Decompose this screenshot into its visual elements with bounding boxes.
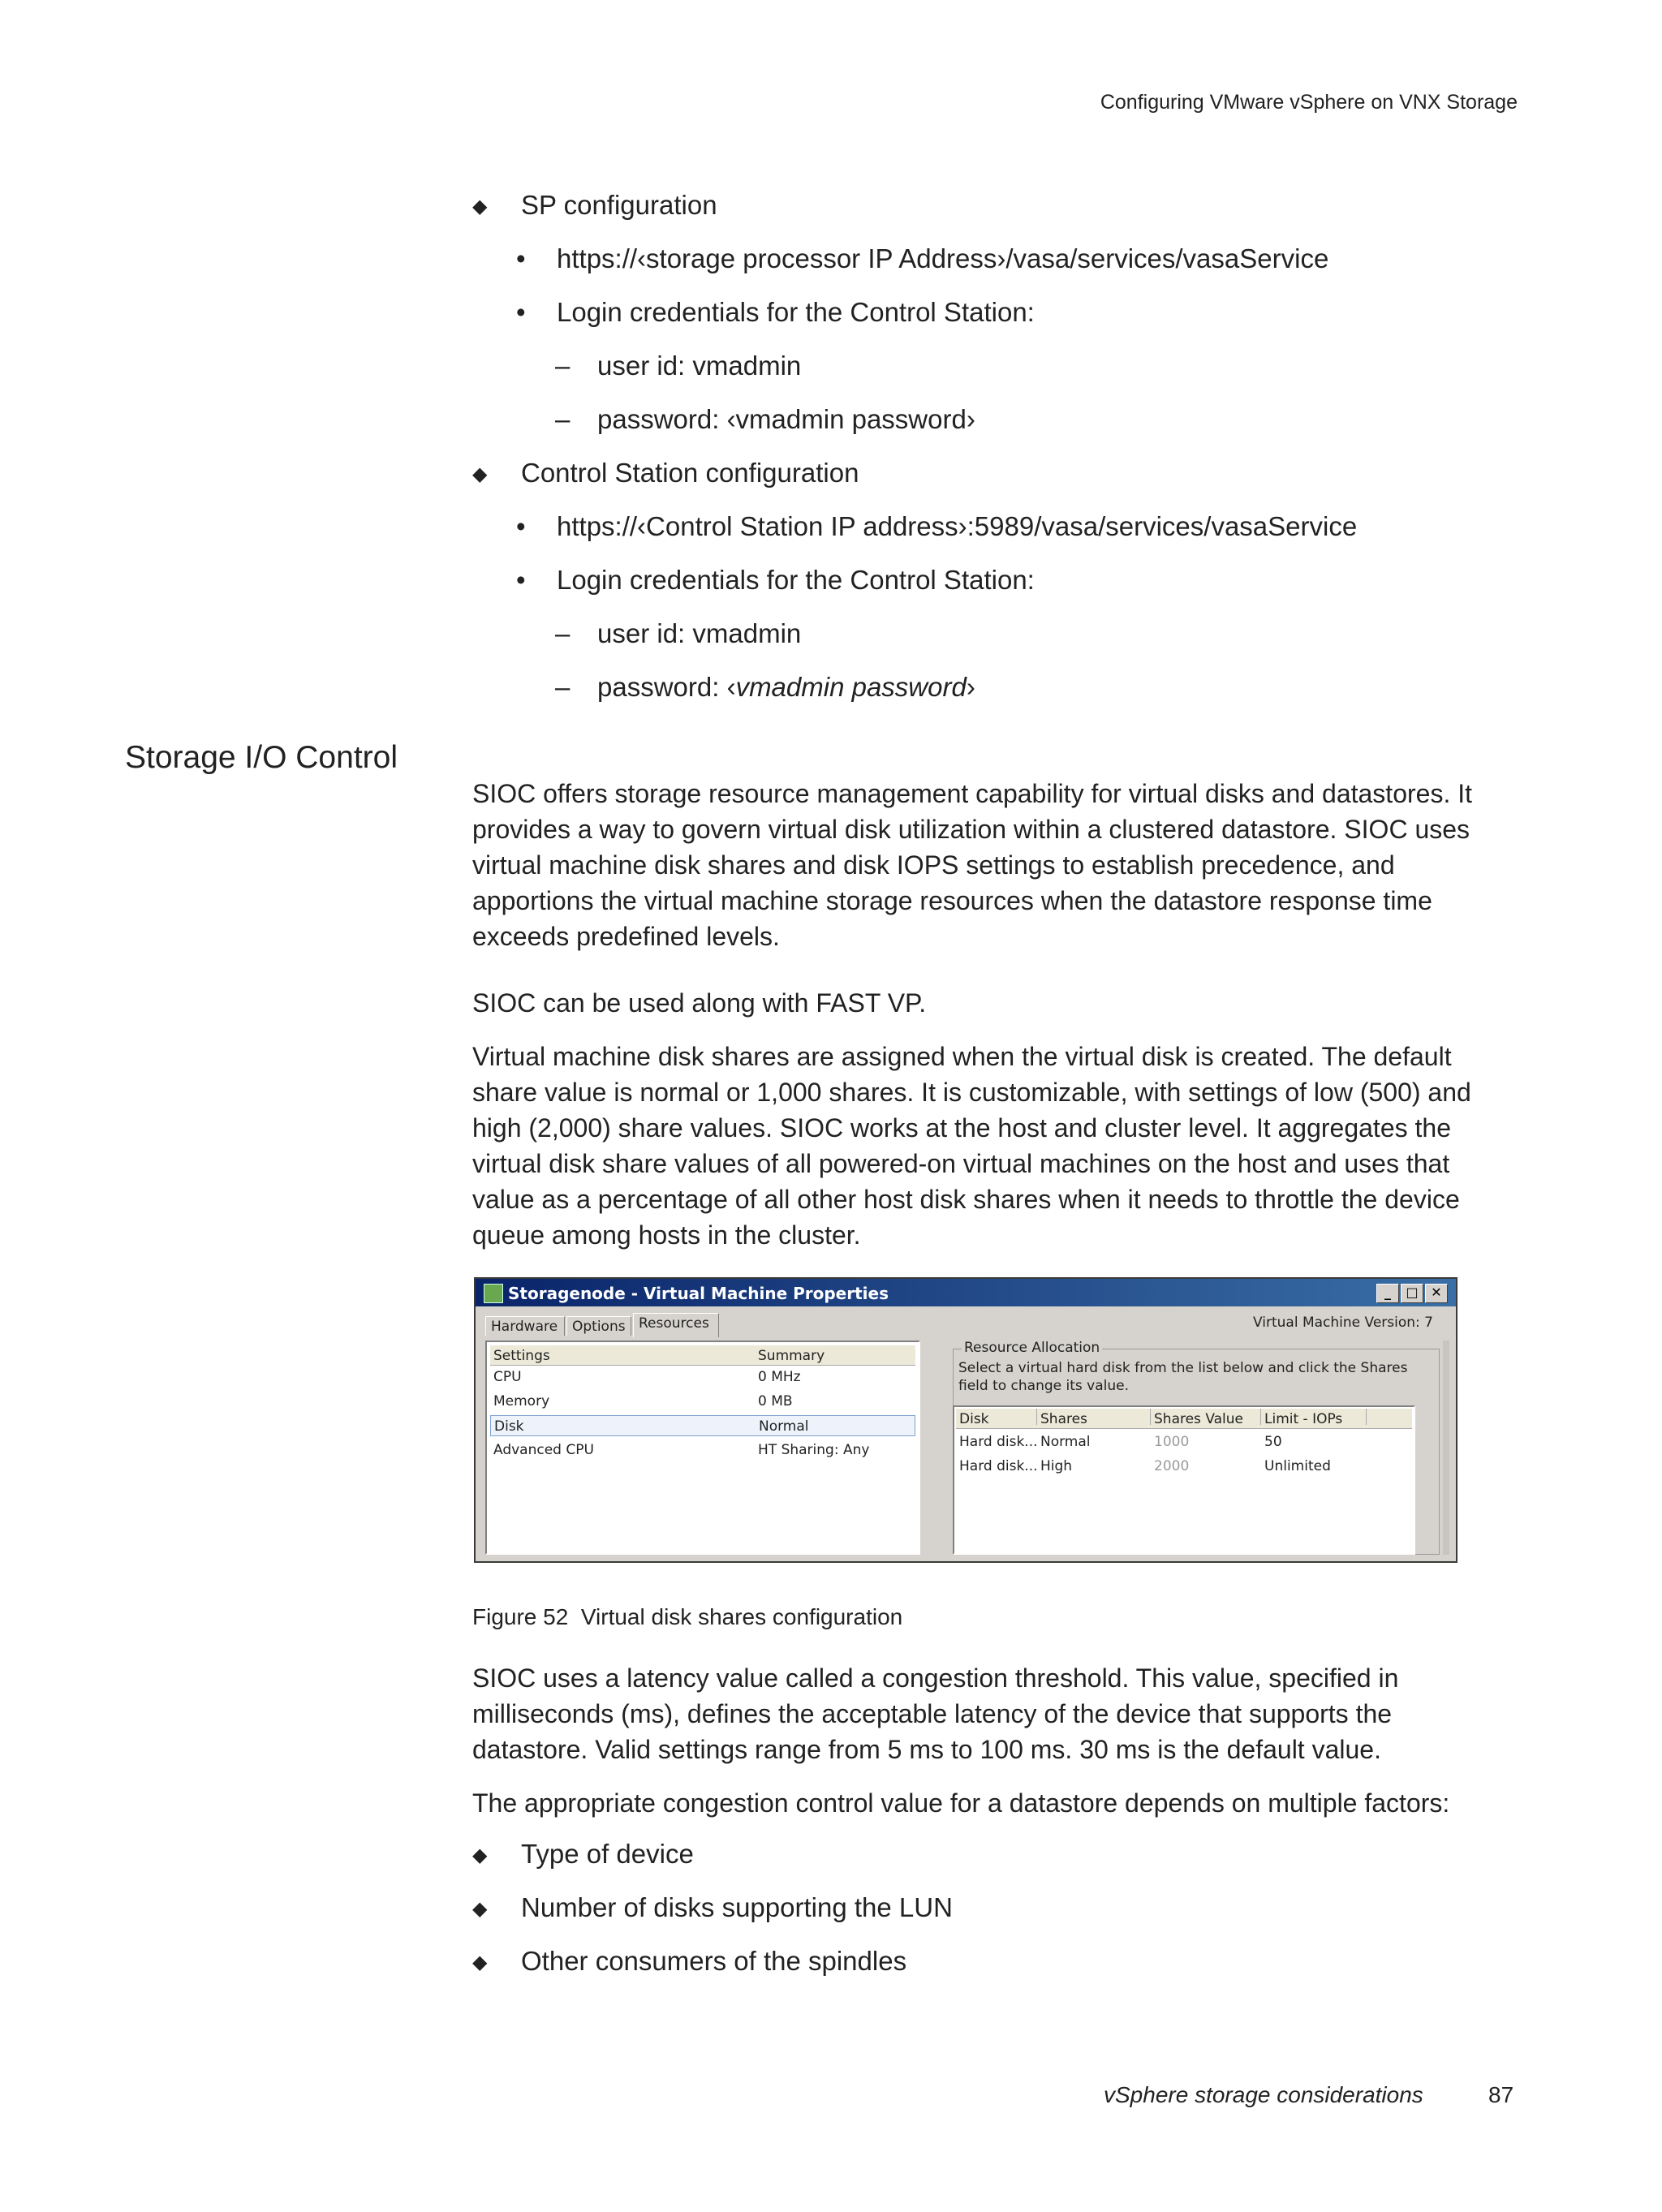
settings-row-summary: 0 MB [758,1393,793,1409]
section-title: Storage I/O Control [125,740,398,775]
sp-login-label: Login credentials for the Control Station: [557,297,1035,327]
factor-text: Number of disks supporting the LUN [521,1892,953,1922]
table-row[interactable] [956,1456,1412,1477]
column-header-summary[interactable]: Summary [758,1348,825,1364]
figure-caption-text: Virtual disk shares configuration [580,1604,903,1629]
vm-version: Virtual Machine Version: 7 [1253,1315,1433,1331]
settings-list [485,1341,920,1555]
page-number: 87 [1488,2082,1514,2107]
dash-bullet-icon: – [555,618,571,648]
minimize-icon[interactable]: _ [1376,1284,1399,1303]
group-description: Select a virtual hard disk from the list below and click the Shares field to change its value. [958,1360,1408,1394]
paragraph-congestion-threshold: SIOC uses a latency value called a congestion threshold. This value, specified in milliseconds (ms), defines the acceptable latency of the device that supports the datastore. Valid settings range from 5 ms to 100 ms. 30 ms is the default value. [472,1663,1399,1764]
sp-user: user id: vmadmin [597,351,802,381]
cs-password: password: ‹vmadmin password› [597,672,975,702]
column-header-disk[interactable]: Disk [956,1409,1037,1425]
paragraph-disk-shares: Virtual machine disk shares are assigned when the virtual disk is created. The default share value is normal or 1,000 shares. It is customizable, with settings of low (500) and high (2,000) share values. SIOC works at the host and cluster level. It aggregates the virtual disk share values of all powered-on virtual machines on the host and uses that value as a percentage of all other host disk shares when it needs to throttle the device queue among hosts in the cluster. [472,1042,1471,1250]
disk-cell: Hard disk... [959,1458,1038,1474]
sp-password: password: ‹vmadmin password› [597,404,975,434]
maximize-icon[interactable]: □ [1401,1284,1423,1303]
dash-bullet-icon: – [555,672,571,702]
table-row[interactable] [956,1431,1412,1452]
sp-config-label: SP configuration [521,190,717,220]
column-header-limit-iops[interactable]: Limit - IOPs [1261,1409,1367,1425]
cs-user: user id: vmadmin [597,618,802,648]
settings-row-advanced-cpu[interactable] [490,1440,915,1461]
diamond-bullet-icon: ◆ [472,1952,488,1973]
bullet-icon: • [516,511,526,541]
column-header-shares-value[interactable]: Shares Value [1151,1409,1261,1425]
settings-row-label: Advanced CPU [493,1442,594,1458]
disk-cell: Hard disk... [959,1434,1038,1450]
diamond-bullet-icon: ◆ [472,1844,488,1866]
close-icon[interactable]: ✕ [1425,1284,1448,1303]
sp-url: https://‹storage processor IP Address›/vasa/services/vasaService [557,243,1329,273]
settings-row-memory[interactable] [490,1391,915,1412]
factor-text: Other consumers of the spindles [521,1946,907,1976]
diamond-bullet-icon: ◆ [472,196,488,217]
disk-shares-table [953,1405,1415,1555]
factor-text: Type of device [521,1839,694,1869]
paragraph-factors-intro: The appropriate congestion control value for a datastore depends on multiple factors: [472,1788,1450,1818]
tab-hardware[interactable]: Hardware [485,1316,565,1336]
tab-resources[interactable]: Resources [633,1313,719,1337]
figure-label: Figure 52 [472,1604,569,1629]
dialog-titlebar [476,1279,1456,1306]
shares-value-cell: 1000 [1154,1434,1190,1450]
paragraph-sioc-intro: SIOC offers storage resource management capability for virtual disks and datastores. It provides a way to govern virtual disk utilization within a clustered datastore. SIOC uses virtual machine disk shares and disk IOPS settings to establish precedence, and apportions the virtual machine storage resources when the datastore response time exceeds predefined levels. [472,779,1472,951]
group-title: Resource Allocation [962,1340,1102,1356]
bullet-icon: • [516,565,526,595]
diamond-bullet-icon: ◆ [472,463,488,485]
settings-row-label: CPU [493,1369,522,1385]
settings-row-summary: 0 MHz [758,1369,801,1385]
settings-row-disk[interactable] [490,1415,915,1436]
bullet-icon: • [516,297,526,327]
figure-screenshot [474,1277,1457,1563]
limit-cell[interactable]: Unlimited [1264,1458,1331,1474]
settings-row-label: Disk [494,1418,524,1435]
shares-cell[interactable]: High [1040,1458,1073,1474]
column-header-settings[interactable]: Settings [493,1348,550,1364]
bullet-icon: • [516,243,526,273]
limit-cell[interactable]: 50 [1264,1434,1282,1450]
scrollbar[interactable] [1443,1341,1449,1555]
settings-row-summary: HT Sharing: Any [758,1442,870,1458]
settings-row-label: Memory [493,1393,550,1409]
vm-icon [484,1284,503,1303]
cs-login-label: Login credentials for the Control Station: [557,565,1035,595]
cs-url: https://‹Control Station IP address›:5989/vasa/services/vasaService [557,511,1358,541]
settings-row-summary: Normal [759,1418,809,1435]
cs-config-label: Control Station configuration [521,458,859,488]
diamond-bullet-icon: ◆ [472,1898,488,1920]
dialog-title: Storagenode - Virtual Machine Properties [508,1284,889,1303]
tab-options[interactable]: Options [566,1316,631,1336]
shares-cell[interactable]: Normal [1040,1434,1091,1450]
running-header: Configuring VMware vSphere on VNX Storage [1100,91,1518,114]
dash-bullet-icon: – [555,351,571,381]
disk-shares-header [956,1409,1412,1429]
shares-value-cell: 2000 [1154,1458,1190,1474]
settings-list-header [490,1345,915,1366]
paragraph-fast-vp: SIOC can be used along with FAST VP. [472,988,927,1018]
settings-row-cpu[interactable] [490,1366,915,1388]
dash-bullet-icon: – [555,404,571,434]
column-header-shares[interactable]: Shares [1037,1409,1151,1425]
footer-chapter-title: vSphere storage considerations [1104,2082,1423,2107]
figure-caption [472,1604,902,1630]
